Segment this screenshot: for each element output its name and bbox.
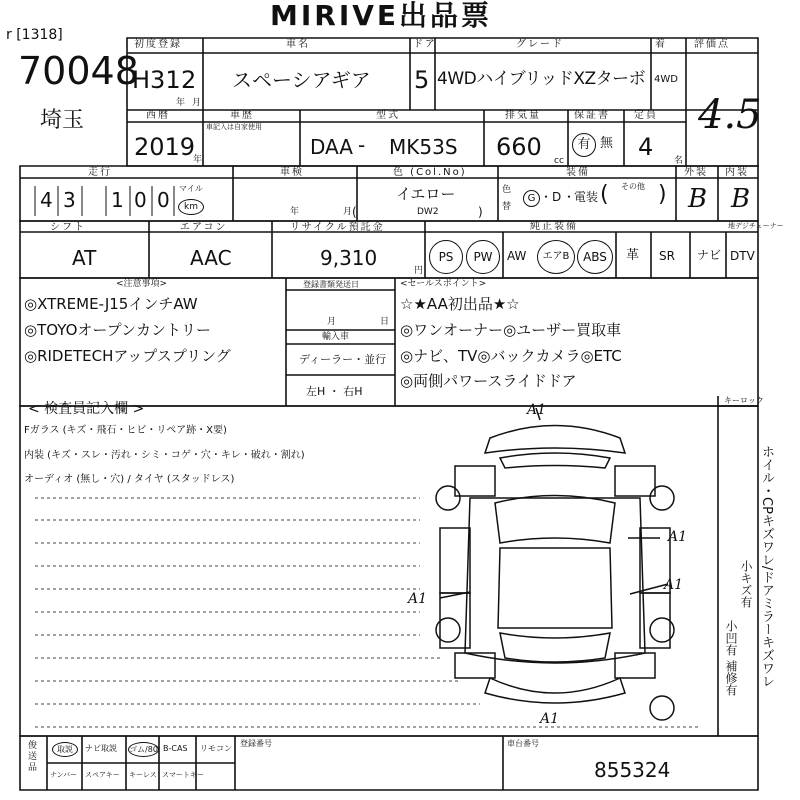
footer-manual: 取説 (52, 742, 78, 757)
unit-km: km (178, 199, 204, 215)
engine-cc-unit: cc (554, 156, 564, 166)
recycle-fee: 9,310 (320, 246, 378, 270)
keylock-note: ドアミラー (759, 570, 774, 636)
drive-label: 着 (655, 39, 667, 50)
reg-era: H31 (132, 66, 181, 94)
reg-year-mark: 年 (176, 98, 186, 108)
grade: 4WDハイブリッドXZターボ (437, 69, 646, 89)
keylock-note: ワレ (759, 661, 774, 688)
import-type: ディーラー・並行 (299, 353, 387, 366)
equip-aw: AW (507, 249, 527, 263)
inspection-month-mark: 月 (343, 207, 353, 217)
car-name-label: 車名 (286, 39, 310, 50)
seating-capacity: 4 (638, 133, 654, 161)
equip-d: D (552, 190, 562, 204)
recycle-yen: 円 (414, 266, 424, 276)
equip-electric: 電装 (574, 190, 599, 204)
note-item: ◎XTREME-J15インチAW (24, 295, 198, 313)
ac-type: AAC (190, 246, 232, 270)
keylock-note-3: 小凹有 (724, 620, 738, 656)
seating-unit: 名 (674, 156, 684, 166)
sales-point: ◎ナビ、TV◎バックカメラ◎ETC (400, 347, 622, 365)
exterior-label: 外装 (684, 167, 708, 178)
chassis-number: 855324 (594, 758, 671, 782)
shift-type: AT (72, 246, 97, 270)
mileage-label: 走行 (88, 167, 112, 178)
note-item: ◎RIDETECHアップスプリング (24, 347, 231, 365)
model-code: MK53S (389, 135, 458, 159)
first-reg-label: 初度登録 (134, 39, 182, 50)
sales-point: ☆★AA初出品★☆ (400, 295, 520, 313)
inspection-label: 車検 (280, 167, 304, 178)
keylock-note: ホイル・CP (759, 445, 774, 514)
std-equipment-label: 純正装備 (530, 221, 578, 232)
equip-navi: ナビ (697, 248, 722, 262)
registration-number-label: 登録番号 (240, 739, 272, 748)
lot-region: 埼玉 (40, 108, 85, 133)
body-color: イエロー (396, 185, 456, 203)
equip-sunroof: SR (659, 249, 675, 263)
inspection-line: オーディオ (無し・穴) / タイヤ (スタッドレス) (24, 474, 235, 485)
model-dash: - (358, 133, 366, 157)
shift-label: シフト (50, 222, 86, 233)
keylock-note: キズ (759, 513, 774, 540)
sheet-title: MIRIVE出品票 (270, 0, 493, 32)
ac-label: エアコン (180, 222, 228, 233)
equip-paren-close: ) (658, 182, 667, 207)
interior-grade: B (731, 184, 751, 214)
exterior-grade: B (688, 184, 708, 214)
notes-label: <注意事項> (116, 279, 168, 289)
color-paren-close: ) (478, 205, 483, 219)
footer-remote: リモコン (200, 744, 232, 753)
equip-paren-open: ( (600, 182, 609, 207)
mileage-digit: 0 (157, 188, 170, 212)
sales-point: ◎ワンオーナー◎ユーザー買取車 (400, 321, 622, 339)
equip-ps: PS (429, 240, 463, 274)
equipment-label: 装備 (566, 167, 590, 178)
chassis-number-label: 車台番号 (507, 739, 539, 748)
recycle-label: リサイクル預託金 (290, 222, 385, 233)
inspection-line: 内装 (キズ・スレ・汚れ・シミ・コゲ・穴・キレ・破れ・割れ) (24, 450, 305, 461)
drive-type: 4WD (654, 74, 678, 85)
model-year-mark: 年 (193, 155, 203, 165)
equip-dtv: DTV (730, 249, 755, 263)
car-diagram (400, 408, 710, 728)
footer-bcas: B-CAS (163, 744, 188, 753)
keylock-note: ワレ (759, 539, 774, 566)
equip-other: その他 (621, 182, 645, 191)
door-label: ドア (413, 39, 437, 50)
reg-docs-month: 月 (327, 317, 337, 327)
inspection-line: Fガラス (キズ・飛石・ヒビ・リペア跡・X要) (24, 425, 227, 436)
reg-month: 2 (181, 66, 197, 94)
interior-label: 内装 (725, 167, 749, 178)
keylock-note-1 (760, 445, 773, 687)
mileage-digit: 0 (134, 188, 147, 212)
keylock-note: / (759, 565, 774, 571)
score-label: 評価点 (694, 39, 730, 50)
inspection-label: < 検査員記入欄 > (28, 401, 145, 417)
footer-spare-key: スペアキー (85, 771, 120, 779)
mileage-digit: 1 (111, 188, 124, 212)
sales-points-label: <セールスポイント> (400, 279, 487, 289)
sales-point: ◎両側パワースライドドア (400, 372, 577, 390)
tuner-label: 地デジチューナー (728, 222, 784, 230)
keylock-note: キズ (759, 635, 774, 662)
warranty-yes: 有 (572, 133, 596, 157)
note-item: ◎TOYOオープンカントリー (24, 321, 212, 339)
color-paren-open: ( (352, 205, 357, 219)
equip-pw: PW (466, 240, 500, 274)
year-label: 西暦 (146, 110, 170, 121)
engine-cc: 660 (496, 133, 542, 161)
lot-number: 70048 (18, 49, 139, 93)
import-label: 輸入車 (322, 332, 350, 342)
grade-label: グレード (516, 39, 564, 50)
damage-mark: A1 (664, 577, 684, 593)
mileage-digit: 4 (40, 188, 53, 212)
footer-navi-manual: ナビ取説 (85, 744, 117, 753)
damage-mark: A1 (527, 402, 547, 418)
equip-dot: ・ (540, 190, 553, 204)
car-name: スペーシアギア (232, 68, 371, 92)
equip-dot-2: ・ (563, 190, 576, 204)
mileage-digit: 3 (63, 188, 76, 212)
color-change-1: 色 (502, 185, 512, 195)
door-count: 5 (414, 66, 430, 94)
reg-docs-label: 登録書類発送日 (303, 280, 359, 289)
cc-label: 排気量 (505, 110, 541, 121)
damage-mark: A1 (540, 711, 560, 727)
evaluation-score: 4.5 (698, 92, 762, 138)
reg-docs-day: 日 (380, 317, 390, 327)
equip-airbag: エアB (537, 240, 575, 274)
inspection-year-mark: 年 (290, 207, 300, 217)
history-label: 車歴 (230, 110, 254, 121)
keylock-note-2: 小キズ有 (739, 560, 753, 608)
steering-side: 左H ・ 右H (306, 385, 363, 398)
color-code: DW2 (417, 207, 439, 217)
lot-code: r [1318] (6, 27, 63, 43)
equip-abs: ABS (577, 240, 613, 274)
footer-sousou-label: 俊送品 (26, 740, 36, 773)
unit-mile: マイル (179, 184, 203, 193)
keylock-label: キーロック (724, 396, 764, 405)
footer-smart-key: スマートキー (162, 771, 204, 779)
model-year: 2019 (134, 133, 196, 161)
model-prefix: DAA (310, 135, 353, 159)
color-change-2: 替 (502, 202, 512, 212)
footer-number-plate: ナンバー (50, 771, 78, 779)
equip-leather: 革 (626, 248, 640, 263)
footer-keyless: キーレス (129, 771, 157, 779)
reg-month-mark: 月 (192, 98, 202, 108)
color-label: 色 (Col.No) (393, 167, 467, 178)
history-note: 車記入は自家使用 (206, 123, 262, 131)
capacity-label: 定員 (634, 110, 658, 121)
model-label: 型式 (376, 110, 400, 121)
keylock-note-4: 補修有 (724, 660, 738, 696)
damage-mark: A1 (668, 529, 688, 545)
equip-g: G (523, 190, 540, 207)
damage-mark: A1 (408, 591, 428, 607)
footer-rubber: ゴム/80 (128, 742, 159, 757)
warranty-label: 保証書 (574, 110, 610, 121)
warranty-no: 無 (600, 136, 614, 151)
